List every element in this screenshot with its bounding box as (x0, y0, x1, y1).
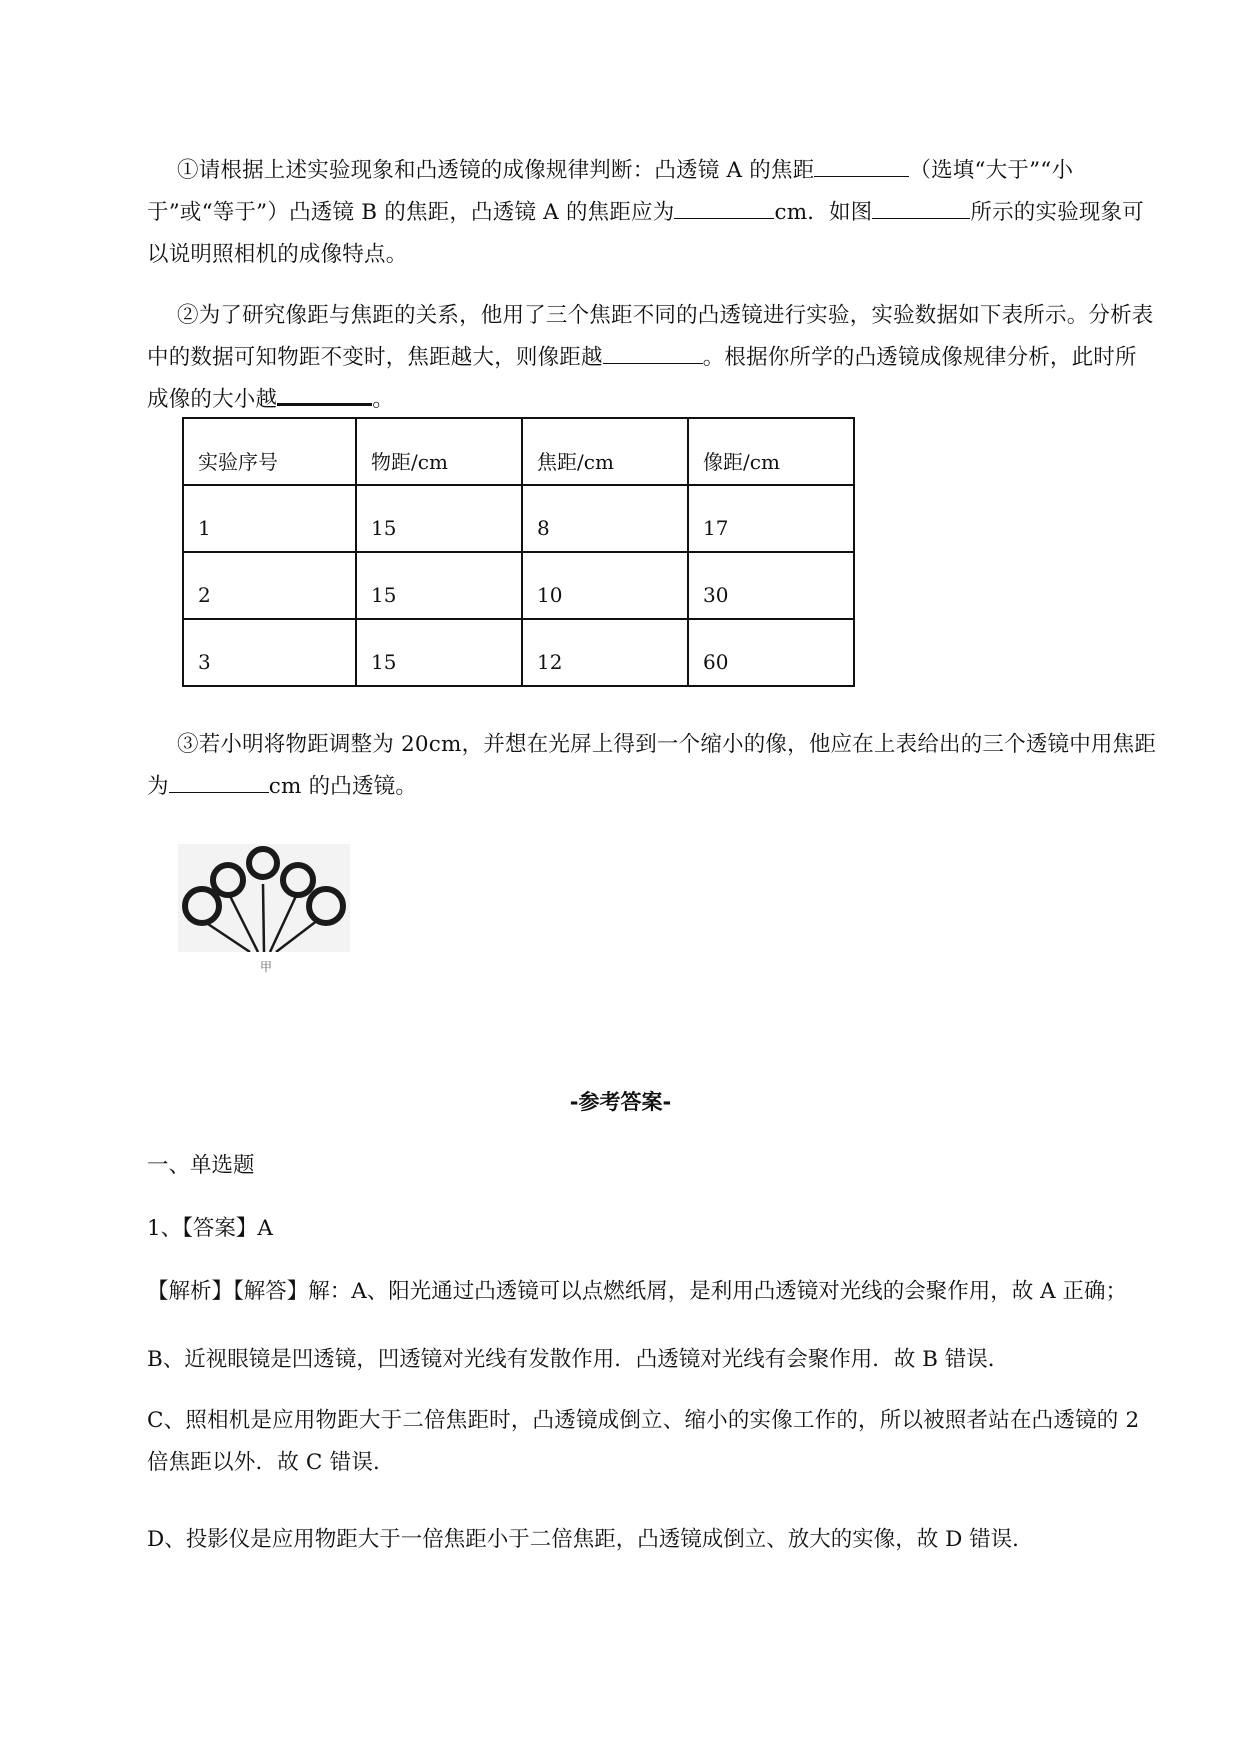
table-cell: 60 (688, 619, 854, 686)
table-cell: 1 (183, 485, 356, 552)
table-header-cell: 物距/cm (356, 418, 522, 485)
table-cell: 15 (356, 619, 522, 686)
question-2-text-b: 。根据你所学的凸透镜成像规律分析，此时所成像的大小越 (147, 345, 1137, 412)
table-cell: 17 (688, 485, 854, 552)
question-1-blank-b[interactable] (674, 194, 774, 219)
table-header-row (183, 418, 854, 485)
question-1-text-c: cm．如图 (774, 200, 873, 225)
table-cell: 30 (688, 552, 854, 619)
question-3-paragraph (147, 724, 1157, 808)
answer-section-title: -参考答案- (569, 1090, 672, 1114)
analysis-d: D、投影仪是应用物距大于一倍焦距小于二倍焦距，凸透镜成倒立、放大的实像，故 D 错误． (147, 1527, 1034, 1552)
question-2-blank-b[interactable] (277, 379, 372, 406)
question-2-text-a: ②为了研究像距与焦距的关系，他用了三个焦距不同的凸透镜进行实验，实验数据如下表所示。分析表中的数据可知物距不变时，焦距越大，则像距越 (147, 303, 1154, 370)
table-row (183, 619, 854, 686)
question-2-paragraph (147, 295, 1157, 421)
table-row (183, 485, 854, 552)
question-1-paragraph (147, 150, 1157, 276)
table-header-cell: 焦距/cm (522, 418, 688, 485)
table-cell: 15 (356, 485, 522, 552)
section-heading: 一、单选题 (147, 1153, 255, 1178)
table-cell: 2 (183, 552, 356, 619)
experiment-data-table (182, 417, 855, 687)
figure-caption: 甲 (260, 960, 273, 974)
question-1-text-d: 所示的实验现象可以说明照相机的成像特点。 (147, 200, 1144, 267)
table-cell: 15 (356, 552, 522, 619)
table-cell: 12 (522, 619, 688, 686)
question-2-blank-a[interactable] (603, 339, 703, 364)
table-row (183, 552, 854, 619)
analysis-a: 【解析】【解答】解：A、阳光通过凸透镜可以点燃纸屑，是利用凸透镜对光线的会聚作用，故 A 正确； (147, 1279, 1127, 1304)
answer-item-1: 1、【答案】A (147, 1216, 273, 1241)
question-1-blank-c[interactable] (872, 194, 970, 219)
table-cell: 10 (522, 552, 688, 619)
analysis-b: B、近视眼镜是凹透镜，凹透镜对光线有发散作用．凸透镜对光线有会聚作用．故 B 错误． (147, 1347, 1010, 1372)
question-1-text-b: （选填“大于”“小于”或“等于”）凸透镜 B 的焦距，凸透镜 A 的焦距应为 (147, 158, 1074, 225)
magnifier-figure (178, 844, 350, 952)
question-1-text-a: ①请根据上述实验现象和凸透镜的成像规律判断：凸透镜 A 的焦距 (177, 158, 815, 183)
table-cell: 8 (522, 485, 688, 552)
question-1-blank-a[interactable] (814, 152, 909, 177)
table-header-cell: 实验序号 (183, 418, 356, 485)
question-3-text-b: cm 的凸透镜。 (268, 774, 418, 799)
question-3-text-a: ③若小明将物距调整为 20cm，并想在光屏上得到一个缩小的像，他应在上表给出的三个透镜中用焦距为 (147, 732, 1157, 799)
table-cell: 3 (183, 619, 356, 686)
question-3-blank[interactable] (169, 768, 269, 793)
magnifying-glasses-icon (178, 844, 350, 952)
question-2-text-c: 。 (372, 387, 394, 412)
table-header-cell: 像距/cm (688, 418, 854, 485)
analysis-c: C、照相机是应用物距大于二倍焦距时，凸透镜成倒立、缩小的实像工作的，所以被照者站在凸透镜的 2 倍焦距以外．故 C 错误． (147, 1408, 1140, 1475)
